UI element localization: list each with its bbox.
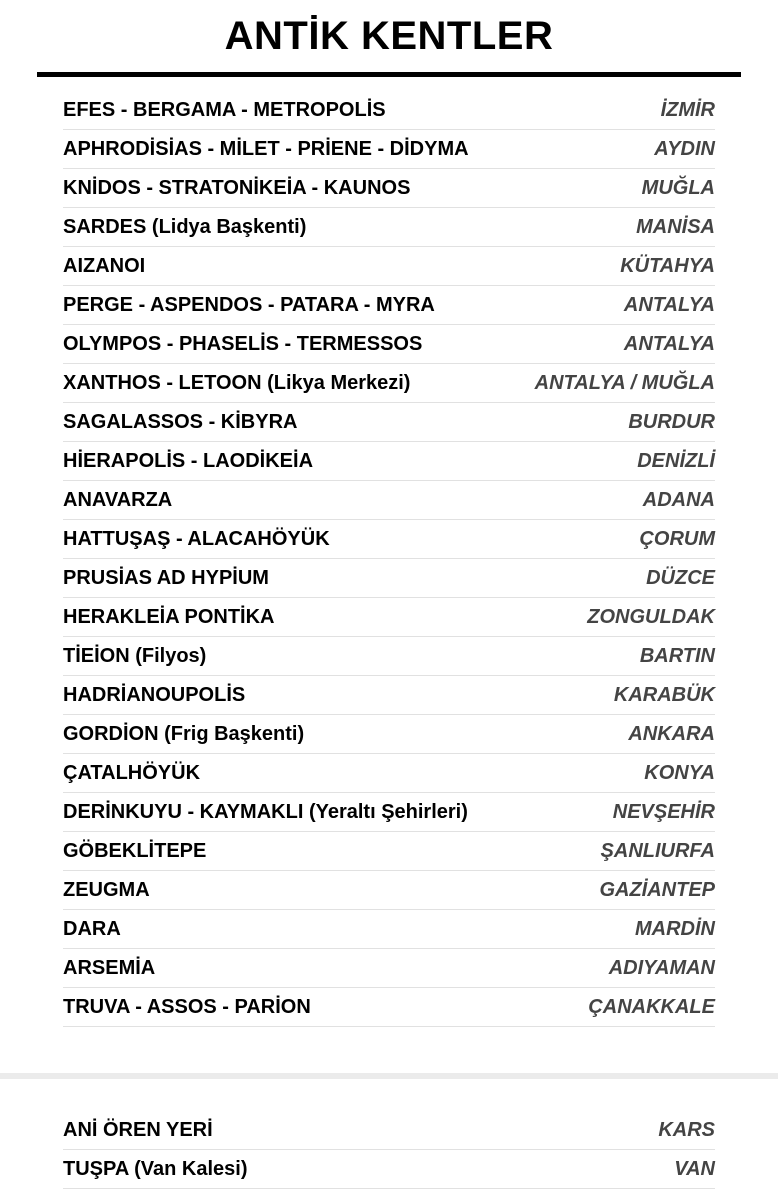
section-divider <box>0 1073 778 1079</box>
city-name: MARDİN <box>635 917 715 940</box>
list-item <box>63 325 715 364</box>
city-name: MUĞLA <box>641 176 715 199</box>
site-name: EFES - BERGAMA - METROPOLİS <box>63 98 386 121</box>
list-item <box>63 169 715 208</box>
city-name: ÇORUM <box>639 527 715 550</box>
site-name: DARA <box>63 917 121 940</box>
list-item <box>63 559 715 598</box>
list-item <box>63 520 715 559</box>
site-name: ANAVARZA <box>63 488 173 511</box>
city-name: İZMİR <box>660 98 715 121</box>
title-divider <box>37 72 741 77</box>
site-name: GÖBEKLİTEPE <box>63 839 207 862</box>
list-item <box>63 910 715 949</box>
list-item <box>63 442 715 481</box>
list-item <box>63 208 715 247</box>
city-name: ADANA <box>642 488 715 511</box>
list-item <box>63 130 715 169</box>
site-name: HİERAPOLİS - LAODİKEİA <box>63 449 314 472</box>
site-name: APHRODİSİAS - MİLET - PRİENE - DİDYMA <box>63 137 469 160</box>
site-name: PERGE - ASPENDOS - PATARA - MYRA <box>63 293 435 316</box>
city-name: AYDIN <box>654 137 715 160</box>
city-name: KONYA <box>644 761 715 784</box>
city-name: ZONGULDAK <box>587 605 715 628</box>
list-item <box>63 754 715 793</box>
city-name: BURDUR <box>628 410 715 433</box>
list-item <box>63 988 715 1027</box>
site-name: DERİNKUYU - KAYMAKLI (Yeraltı Şehirleri) <box>63 800 468 823</box>
site-name: HADRİANOUPOLİS <box>63 683 246 706</box>
site-name: SAGALASSOS - KİBYRA <box>63 410 298 433</box>
city-name: ANTALYA / MUĞLA <box>534 371 715 394</box>
site-name: AIZANOI <box>63 254 146 277</box>
list-item <box>63 247 715 286</box>
list-item <box>63 832 715 871</box>
site-name: OLYMPOS - PHASELİS - TERMESSOS <box>63 332 423 355</box>
list-item <box>63 1111 715 1150</box>
city-name: KARABÜK <box>613 683 715 706</box>
site-name: ARSEMİA <box>63 956 156 979</box>
city-name: KARS <box>658 1118 715 1141</box>
city-name: ANKARA <box>628 722 715 745</box>
ancient-cities-list <box>63 91 715 1027</box>
city-name: DENİZLİ <box>637 449 715 472</box>
city-name: VAN <box>674 1157 715 1180</box>
site-name: GORDİON (Frig Başkenti) <box>63 722 305 745</box>
city-name: NEVŞEHİR <box>612 800 715 823</box>
list-item <box>63 364 715 403</box>
site-name: ÇATALHÖYÜK <box>63 761 201 784</box>
city-name: GAZİANTEP <box>599 878 715 901</box>
list-item <box>63 793 715 832</box>
city-name: ŞANLIURFA <box>600 839 715 862</box>
site-name: XANTHOS - LETOON (Likya Merkezi) <box>63 371 411 394</box>
site-name: TİEİON (Filyos) <box>63 644 207 667</box>
city-name: MANİSA <box>636 215 715 238</box>
site-name: TRUVA - ASSOS - PARİON <box>63 995 311 1018</box>
city-name: BARTIN <box>639 644 715 667</box>
page-title: ANTİK KENTLER <box>224 14 554 58</box>
city-name: ÇANAKKALE <box>588 995 715 1018</box>
city-name: KÜTAHYA <box>620 254 715 277</box>
list-item <box>63 676 715 715</box>
list-item <box>63 871 715 910</box>
list-item <box>63 598 715 637</box>
city-name: DÜZCE <box>646 566 715 589</box>
list-item <box>63 949 715 988</box>
site-name: HERAKLEİA PONTİKA <box>63 605 275 628</box>
list-item <box>63 481 715 520</box>
list-item <box>63 1150 715 1189</box>
list-item <box>63 715 715 754</box>
site-name: HATTUŞAŞ - ALACAHÖYÜK <box>63 527 330 550</box>
city-name: ANTALYA <box>623 293 715 316</box>
site-name: SARDES (Lidya Başkenti) <box>63 215 307 238</box>
list-item <box>63 637 715 676</box>
additional-sites-list <box>63 1111 715 1189</box>
city-name: ANTALYA <box>623 332 715 355</box>
city-name: ADIYAMAN <box>608 956 715 979</box>
site-name: TUŞPA (Van Kalesi) <box>63 1157 248 1180</box>
list-item <box>63 91 715 130</box>
list-item <box>63 286 715 325</box>
site-name: PRUSİAS AD HYPİUM <box>63 566 269 589</box>
site-name: KNİDOS - STRATONİKEİA - KAUNOS <box>63 176 411 199</box>
site-name: ZEUGMA <box>63 878 150 901</box>
site-name: ANİ ÖREN YERİ <box>63 1118 213 1141</box>
list-item <box>63 403 715 442</box>
